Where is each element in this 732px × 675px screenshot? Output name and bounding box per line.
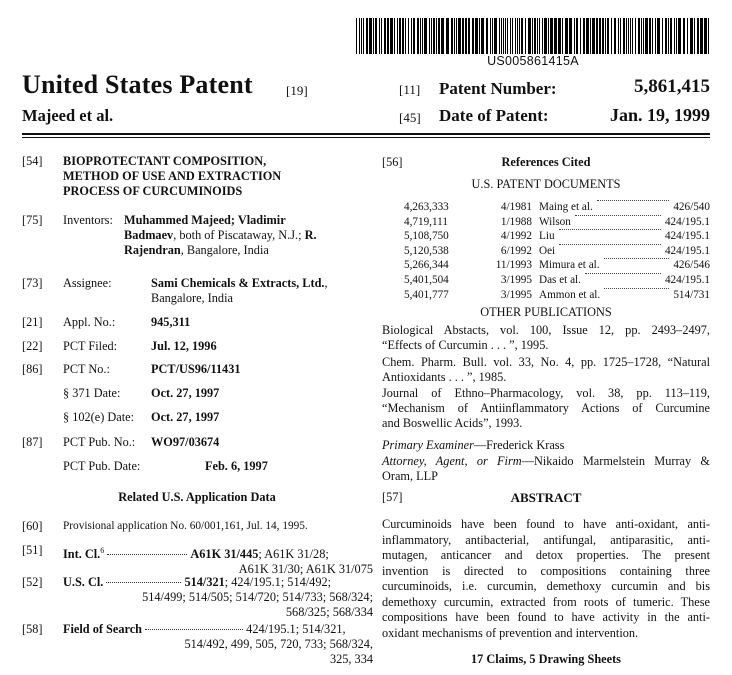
reference-row: [404, 200, 710, 214]
inventor-short: Majeed et al.: [22, 106, 114, 125]
ref-class: 424/195.1: [664, 244, 710, 257]
date-of-patent: Jan. 19, 1999: [609, 105, 710, 125]
ref-number: 5,266,344: [404, 259, 449, 272]
pct-filed-label: PCT Filed:: [63, 339, 118, 353]
ref-leader: [604, 258, 669, 259]
invention-title: [63, 154, 353, 199]
reference-row: [404, 229, 710, 243]
inventors-value: Muhammed Majeed; Vladimir Badmaev, both of Piscataway, N.J.; R. Rajendran, Bangalore, India: [124, 213, 317, 257]
field-tag: [87]: [22, 435, 43, 449]
field-tag: [57]: [382, 490, 403, 504]
ref-name: Oei: [539, 244, 556, 257]
ref-name: Ammon et al.: [539, 288, 601, 301]
field-tag: [86]: [22, 362, 43, 376]
ref-name: Das et al.: [539, 274, 581, 286]
pub-date-label: PCT Pub. Date:: [63, 459, 141, 473]
related-heading: Related U.S. Application Data: [118, 490, 276, 504]
ref-number: 4,719,111: [404, 215, 448, 228]
ref-date: 3/1995: [500, 288, 532, 301]
reference-row: [404, 273, 710, 287]
field-tag: [22]: [22, 339, 43, 353]
ref-date: 6/1992: [500, 244, 532, 257]
inventors-label: Inventors:: [63, 213, 113, 227]
reference-row: [404, 258, 710, 272]
ref-name: Maing et al.: [539, 201, 593, 213]
us-docs-heading: U.S. PATENT DOCUMENTS: [471, 177, 621, 191]
ref-number: 5,401,777: [404, 288, 449, 301]
title-line: PROCESS OF CURCUMINOIDS: [63, 184, 243, 198]
field-tag: [21]: [22, 315, 43, 329]
ref-class: 426/540: [673, 201, 710, 213]
ref-number: 5,108,750: [404, 230, 449, 243]
s102-value: Oct. 27, 1997: [151, 410, 220, 424]
ref-leader: [559, 229, 661, 230]
ref-leader: [559, 244, 661, 245]
primary-examiner: Primary Examiner—Frederick Krass: [382, 438, 565, 452]
field-tag: [56]: [382, 155, 403, 169]
field-tag: [60]: [22, 519, 43, 533]
abstract-heading: ABSTRACT: [510, 490, 582, 505]
references-heading: References Cited: [501, 155, 591, 169]
pct-filed-value: Jul. 12, 1996: [151, 339, 217, 353]
other-pubs-heading: OTHER PUBLICATIONS: [480, 305, 612, 319]
barcode: [356, 18, 710, 54]
title-line: BIOPROTECTANT COMPOSITION,: [63, 154, 267, 168]
ref-date: 4/1981: [500, 201, 532, 213]
other-pub-item: Chem. Pharm. Bull. vol. 33, No. 4, pp. 1725–1728, “Natural Antioxidants . . . ”, 1985.: [382, 355, 710, 384]
date-label: Date of Patent:: [439, 106, 549, 125]
appl-label: Appl. No.:: [63, 315, 116, 329]
reference-row: [404, 288, 710, 302]
patent-number-tag: [11]: [399, 82, 421, 97]
ref-leader: [575, 215, 661, 216]
field-tag: [75]: [22, 213, 43, 227]
ref-class: 426/546: [673, 259, 710, 272]
field-of-search: Field of Search 424/195.1; 514/321, 514/492, 499, 505, 720, 733; 568/324, 325, 334: [63, 622, 373, 666]
field-tag: [58]: [22, 622, 43, 636]
s371-label: § 371 Date:: [63, 386, 121, 400]
field-tag: [54]: [22, 154, 43, 168]
abstract-text: Curcuminoids have been found to have anti-oxidant, anti- inflammatory, antibacterial, antifungal, antiparasitic, anti- mutagen, anticancer and detox properties. The present invention is directed to compositions containing three curcuminoids, i.e. curcumin, demethoxy curcumin and bis demethoxy curcumin, extracted from roots of tumeric. These compositions have been found to have activity in the anti- oxidant mechanisms of prevention and intervention.: [382, 517, 710, 640]
ref-date: 3/1995: [500, 274, 532, 286]
ref-leader: [597, 200, 669, 201]
ref-class: 424/195.1: [664, 215, 710, 228]
other-pub-item: Biological Abstacts, vol. 100, Issue 12, pp. 2493–2497, “Effects of Curcumin . . . ”, 1995.: [382, 323, 710, 352]
ref-class: 424/195.1: [664, 274, 710, 286]
pct-no-value: PCT/US96/11431: [151, 362, 241, 376]
patent-title-header: [22, 70, 253, 100]
document-kind: United States Patent: [22, 70, 253, 99]
reference-row: [404, 244, 710, 258]
title-tag: [19]: [286, 83, 308, 98]
ref-date: 11/1993: [495, 259, 532, 272]
patent-number-label: Patent Number:: [439, 79, 557, 98]
reference-row: [404, 215, 710, 229]
ref-date: 4/1992: [500, 230, 532, 243]
pub-no-label: PCT Pub. No.:: [63, 435, 136, 449]
field-tag: [51]: [22, 543, 43, 557]
ref-number: 5,120,538: [404, 244, 449, 257]
field-tag: [52]: [22, 575, 43, 589]
assignee-value: Sami Chemicals & Extracts, Ltd., Bangalore, India: [151, 276, 328, 305]
assignee-label: Assignee:: [63, 276, 112, 290]
s102-label: § 102(e) Date:: [63, 410, 135, 424]
pct-no-label: PCT No.:: [63, 362, 110, 376]
us-cl: U.S. Cl. 514/321; 424/195.1; 514/492; 514/499; 514/505; 514/720; 514/733; 568/324; 568/325; 568/334: [63, 575, 373, 619]
ref-name: Mimura et al.: [539, 259, 600, 272]
header-rule: [22, 133, 710, 135]
ref-number: 5,401,504: [404, 274, 449, 286]
int-cl: Int. Cl.$^6$ A61K 31/445; A61K 31/28; A61K 31/30; A61K 31/075: [63, 546, 373, 577]
pub-date-value: Feb. 6, 1997: [205, 459, 268, 473]
provisional-app: Provisional application No. 60/001,161, Jul. 14, 1995.: [63, 520, 308, 532]
appl-value: 945,311: [151, 315, 191, 329]
field-tag: [73]: [22, 276, 43, 290]
ref-leader: [604, 288, 669, 289]
ref-date: 1/1988: [500, 215, 532, 228]
ref-leader: [585, 273, 661, 274]
s371-value: Oct. 27, 1997: [151, 386, 220, 400]
attorney: Attorney, Agent, or Firm—Nikaido Marmelstein Murray & Oram, LLP: [382, 454, 710, 483]
ref-class: 424/195.1: [664, 230, 710, 243]
ref-name: Liu: [539, 230, 555, 243]
pub-no-value: WO97/03674: [151, 435, 220, 449]
other-pub-item: Journal of Ethno–Pharmacology, vol. 38, pp. 113–119, “Mechanism of Antiinflammatory Actions of Curcumine and Boswellic Acids”, 1993.: [382, 386, 710, 430]
barcode-number: US005861415A: [487, 54, 579, 68]
date-tag: [45]: [399, 110, 421, 125]
claims-summary: 17 Claims, 5 Drawing Sheets: [471, 652, 621, 666]
title-line: METHOD OF USE AND EXTRACTION: [63, 169, 282, 183]
ref-number: 4,263,333: [404, 201, 449, 213]
ref-class: 514/731: [673, 288, 710, 301]
patent-number: 5,861,415: [634, 76, 710, 97]
ref-name: Wilson: [539, 215, 571, 228]
header-rule-thin: [22, 137, 710, 138]
